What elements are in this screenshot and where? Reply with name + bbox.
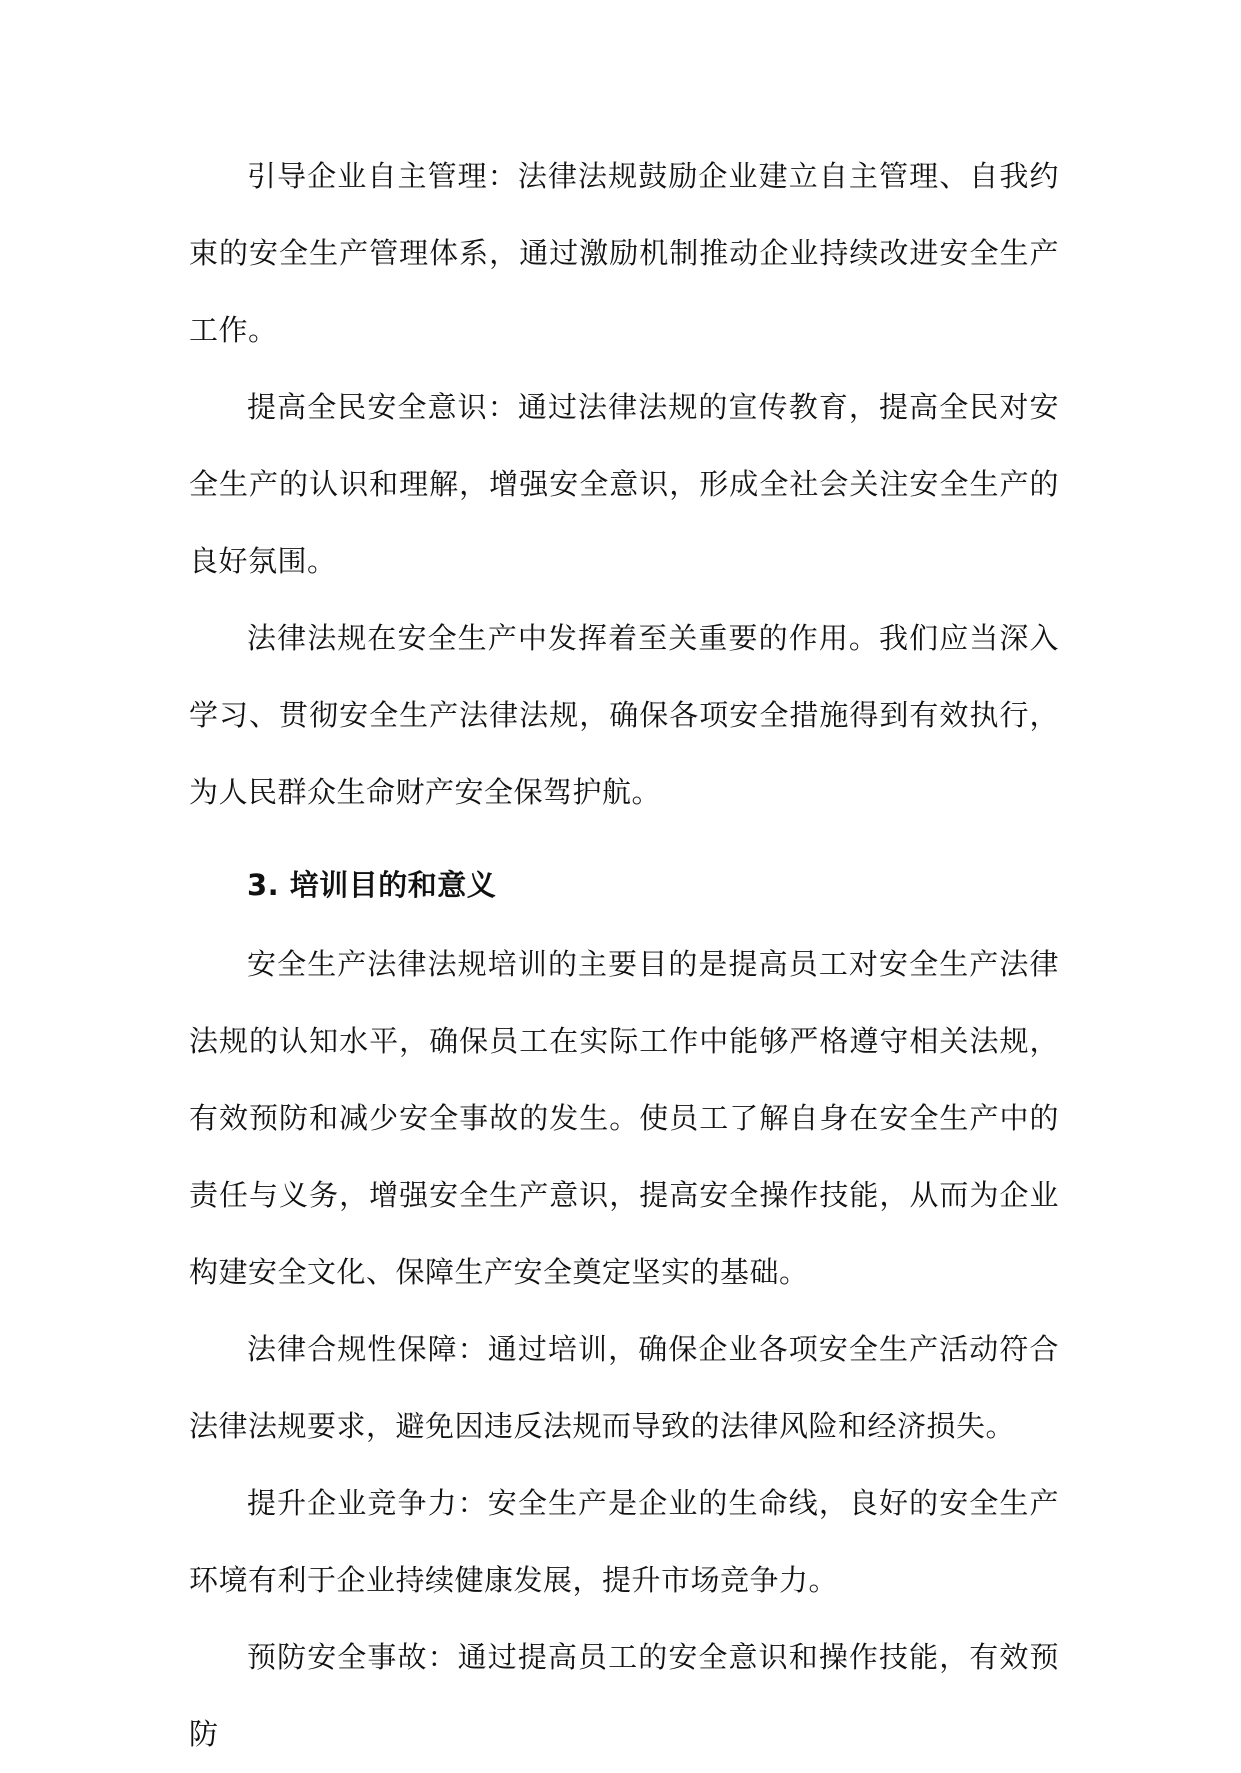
paragraph-accident-prevention: 预防安全事故：通过提高员工的安全意识和操作技能，有效预防 bbox=[189, 1640, 1059, 1751]
paragraph-enterprise-self-management: 引导企业自主管理：法律法规鼓励企业建立自主管理、自我约束的安全生产管理体系，通过激励机制推动企业持续改进安全生产工作。 bbox=[189, 159, 1059, 347]
paragraph-public-safety-awareness: 提高全民安全意识：通过法律法规的宣传教育，提高全民对安全生产的认识和理解，增强安全意识，形成全社会关注安全生产的良好氛围。 bbox=[189, 390, 1059, 578]
paragraph-training-main-purpose: 安全生产法律法规培训的主要目的是提高员工对安全生产法律法规的认知水平，确保员工在实际工作中能够严格遵守相关法规，有效预防和减少安全事故的发生。使员工了解自身在安全生产中的责任与义务，增强安全生产意识，提高安全操作技能，从而为企业构建安全文化、保障生产安全奠定坚实的基础。 bbox=[189, 947, 1059, 1289]
paragraph-legal-compliance: 法律合规性保障：通过培训，确保企业各项安全生产活动符合法律法规要求，避免因违反法规而导致的法律风险和经济损失。 bbox=[189, 1332, 1059, 1443]
document-body bbox=[189, 138, 1059, 1773]
paragraph-competitiveness: 提升企业竞争力：安全生产是企业的生命线，良好的安全生产环境有利于企业持续健康发展，提升市场竞争力。 bbox=[189, 1486, 1059, 1597]
section-heading-training-purpose: 3. 培训目的和意义 bbox=[247, 868, 497, 902]
paragraph-laws-importance: 法律法规在安全生产中发挥着至关重要的作用。我们应当深入学习、贯彻安全生产法律法规，确保各项安全措施得到有效执行，为人民群众生命财产安全保驾护航。 bbox=[189, 621, 1059, 809]
